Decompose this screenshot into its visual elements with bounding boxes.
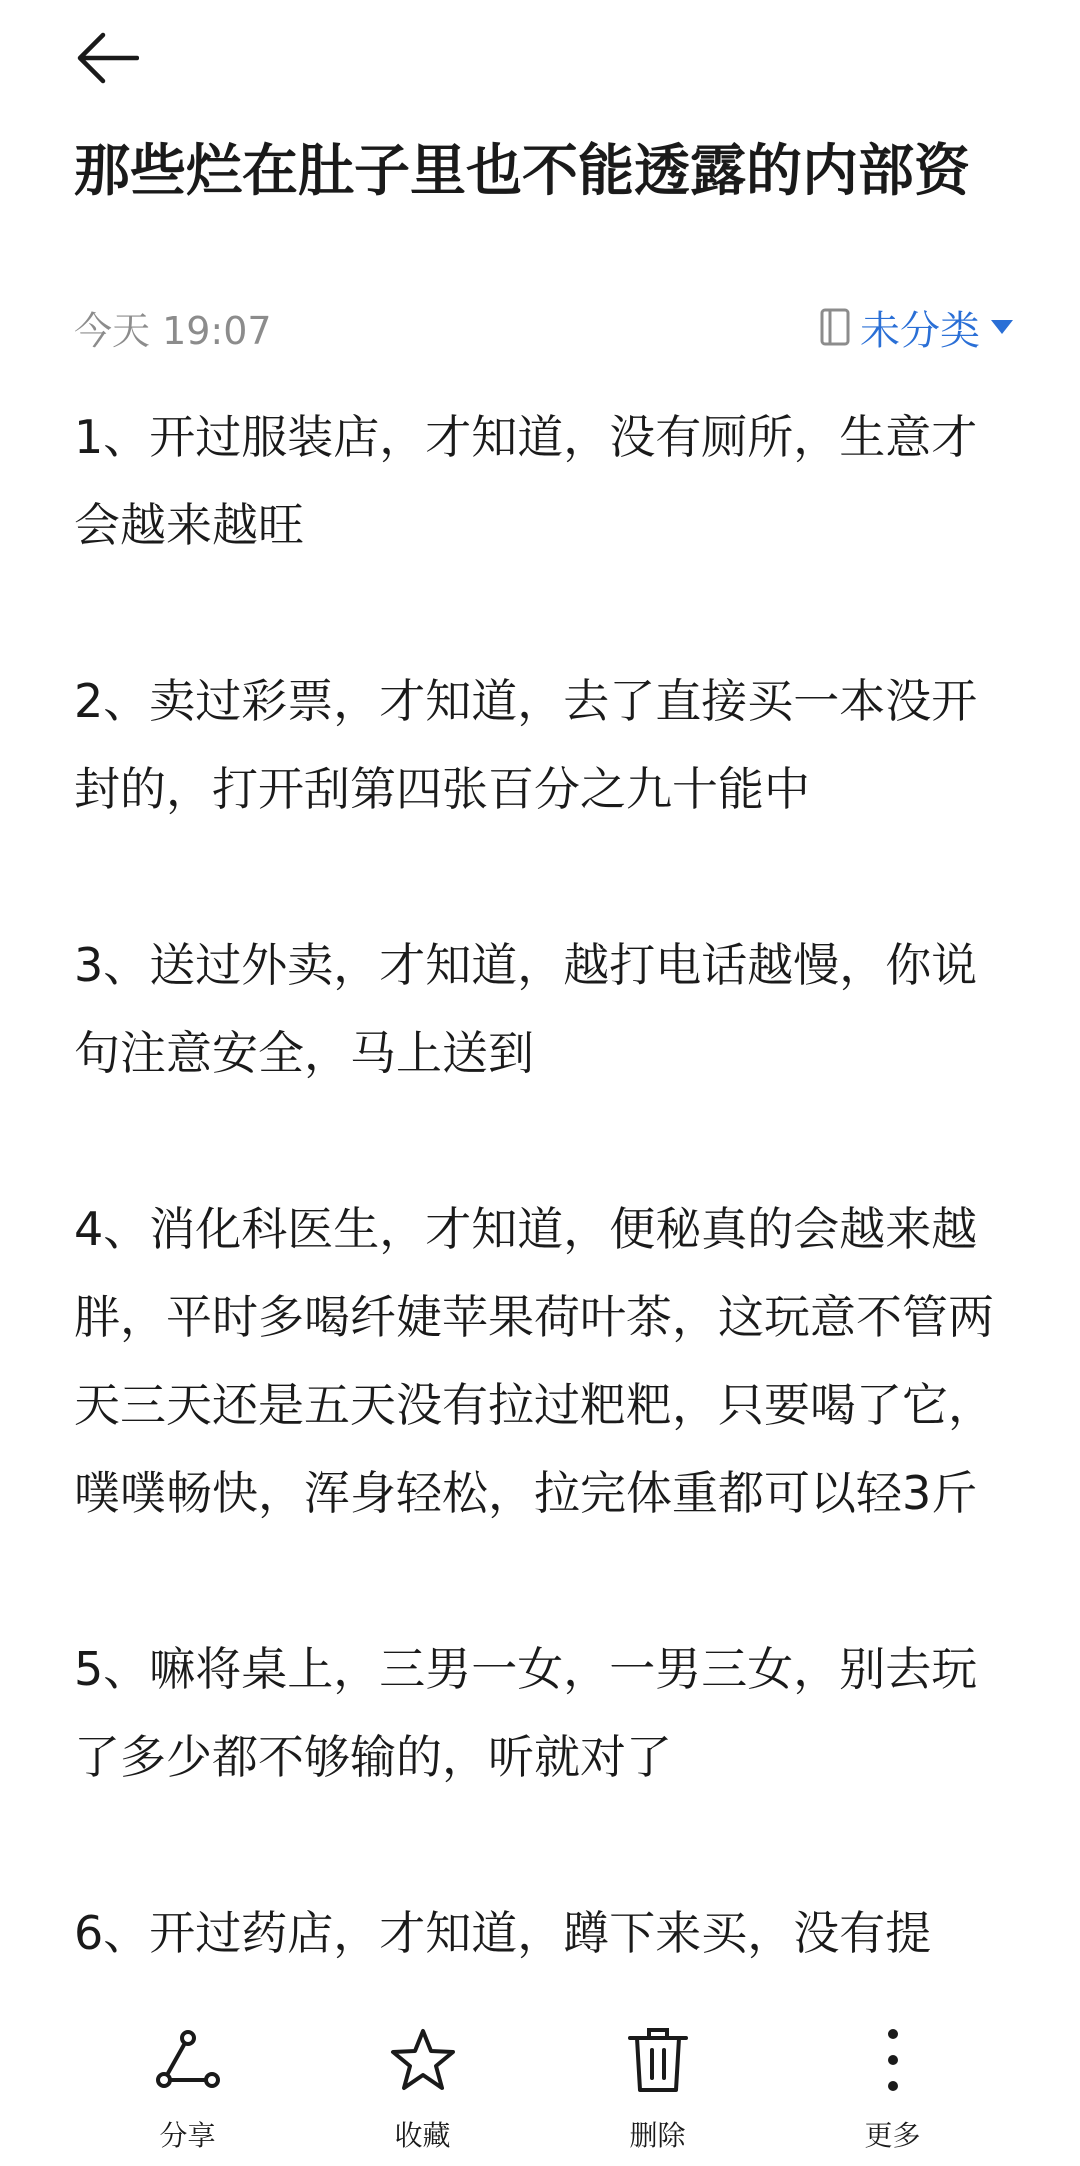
share-label: 分享 <box>159 2119 216 2152</box>
more-button[interactable] <box>813 2020 973 2154</box>
page-title: 那些烂在肚子里也不能透露的内部资 <box>74 139 970 204</box>
timestamp: 今天 19:07 <box>74 308 272 353</box>
back-arrow-icon <box>77 32 139 84</box>
triangle-down-icon <box>990 319 1014 335</box>
category-selector[interactable] <box>820 299 1014 356</box>
note-content[interactable] <box>74 393 1014 2065</box>
paragraph: 5、嘛将桌上，三男一女，一男三女，别去玩了多少都不够输的，听就对了 <box>74 1642 978 1784</box>
delete-label: 删除 <box>629 2119 686 2152</box>
trash-icon <box>627 2026 689 2094</box>
favorite-button[interactable] <box>343 2020 503 2154</box>
meta-row <box>74 300 1014 354</box>
paragraph: 1、开过服装店，才知道，没有厕所，生意才会越来越旺 <box>74 410 978 552</box>
bottom-toolbar <box>0 2020 1080 2166</box>
notebook-icon <box>820 308 850 346</box>
delete-button[interactable] <box>578 2020 738 2154</box>
more-label: 更多 <box>864 2119 921 2152</box>
paragraph: 6、开过药店，才知道，蹲下来买，没有提 <box>74 1906 932 1960</box>
more-vertical-icon <box>885 2027 901 2093</box>
star-icon <box>389 2027 457 2093</box>
paragraph: 2、卖过彩票，才知道，去了直接买一本没开封的，打开刮第四张百分之九十能中 <box>74 674 978 816</box>
category-label: 未分类 <box>860 307 980 354</box>
paragraph: 3、送过外卖，才知道，越打电话越慢，你说句注意安全，马上送到 <box>74 938 978 1080</box>
share-icon <box>155 2029 221 2091</box>
share-button[interactable] <box>108 2020 268 2154</box>
favorite-label: 收藏 <box>394 2119 451 2152</box>
back-button[interactable] <box>68 18 148 98</box>
paragraph: 4、消化科医生，才知道，便秘真的会越来越胖，平时多喝纤婕苹果荷叶茶，这玩意不管两天三天还是五天没有拉过粑粑，只要喝了它，噗噗畅快，浑身轻松，拉完体重都可以轻3斤 <box>74 1202 994 1520</box>
scroll-fade <box>0 1990 1080 2022</box>
